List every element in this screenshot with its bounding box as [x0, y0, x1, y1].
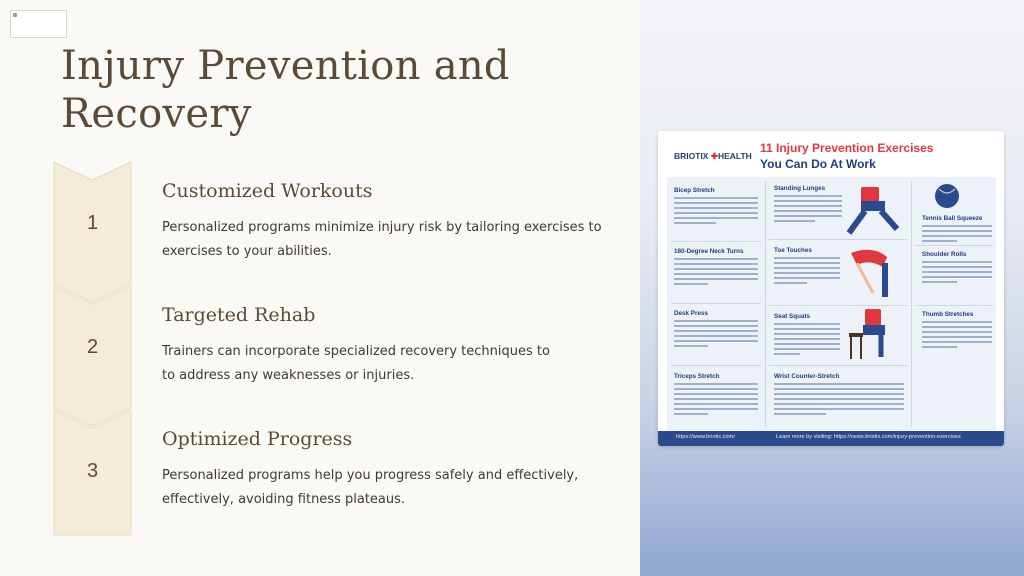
exercise-text	[774, 323, 840, 358]
exercise-text	[674, 383, 758, 418]
exercise-text	[674, 320, 758, 350]
infographic-body	[667, 177, 996, 431]
exercise-toe-touches: Toe Touches	[774, 247, 812, 254]
item-desc-line: exercises to your abilities.	[162, 244, 332, 259]
item-desc-line: Personalized programs minimize injury risk by tailoring exercises to	[162, 220, 602, 235]
page-title: Injury Prevention and Recovery	[61, 43, 510, 137]
infographic-header	[658, 131, 1004, 175]
exercise-text	[922, 321, 992, 351]
squat-figure-icon	[845, 307, 905, 363]
exercise-seat-squats: Seat Squats	[774, 313, 811, 320]
exercise-wrist-counter-stretch: Wrist Counter-Stretch	[774, 373, 840, 380]
exercise-desk-press: Desk Press	[674, 310, 708, 317]
exercise-tennis-ball-squeeze: Tennis Ball Squeeze	[922, 215, 983, 222]
row-divider	[915, 245, 993, 246]
slide-thumbnail[interactable]	[10, 10, 67, 38]
item-desc-line: effectively, avoiding fitness plateaus.	[162, 492, 406, 507]
exercise-neck-turns: 180-Degree Neck Turns	[674, 248, 744, 255]
row-divider	[671, 303, 761, 304]
exercise-thumb-stretches: Thumb Stretches	[922, 311, 974, 318]
row-divider	[769, 305, 907, 306]
row-divider	[915, 305, 993, 306]
infographic-image	[658, 131, 1004, 446]
exercise-bicep-stretch: Bicep Stretch	[674, 187, 715, 194]
tennis-ball-hand-icon	[929, 181, 969, 213]
exercise-shoulder-rolls: Shoulder Rolls	[922, 251, 967, 258]
column-divider	[765, 181, 766, 427]
item-desc-line: to address any weaknesses or injuries.	[162, 368, 415, 383]
logo-cross-icon: ✚	[710, 151, 718, 161]
step-number-2: 2	[86, 336, 99, 358]
exercise-text	[922, 225, 992, 245]
exercise-text	[774, 195, 842, 225]
thumbnail-icon	[13, 13, 17, 17]
column-divider	[911, 181, 912, 427]
row-divider	[671, 241, 761, 242]
item-title-optimized-progress: Optimized Progress	[162, 428, 353, 450]
row-divider	[769, 239, 907, 240]
exercise-triceps-stretch: Triceps Stretch	[674, 373, 720, 380]
item-desc-optimized-progress	[162, 464, 602, 512]
exercise-text	[774, 383, 904, 418]
item-desc-line: Personalized programs help you progress safely and effectively,	[162, 468, 579, 483]
step-number-3: 3	[86, 460, 99, 482]
item-desc-targeted-rehab	[162, 340, 602, 388]
toe-touch-figure-icon	[843, 243, 907, 303]
exercise-text	[922, 261, 992, 286]
exercise-text	[774, 257, 840, 287]
exercise-standing-lunges: Standing Lunges	[774, 185, 826, 192]
briotix-logo	[674, 151, 752, 162]
lunge-figure-icon	[839, 183, 909, 239]
footer-url: https://www.briotix.com/	[676, 434, 735, 440]
item-desc-line: Trainers can incorporate specialized recovery techniques to	[162, 344, 550, 359]
item-title-targeted-rehab: Targeted Rehab	[162, 304, 316, 326]
infographic-title-line2: You Can Do At Work	[760, 157, 876, 171]
exercise-text	[674, 197, 758, 227]
footer-learn-more: Learn more by visiting: https://news.briotix.com/injury-prevention-exercises	[776, 434, 961, 440]
row-divider	[769, 365, 907, 366]
step-number-1: 1	[86, 212, 99, 234]
exercise-text	[674, 258, 758, 288]
item-desc-customized-workouts	[162, 216, 602, 264]
row-divider	[671, 365, 761, 366]
logo-text-right: HEALTH	[717, 151, 752, 161]
infographic-title-line1: 11 Injury Prevention Exercises	[760, 141, 934, 155]
infographic-footer	[658, 431, 1004, 446]
logo-text-left: BRIOTIX	[674, 151, 709, 161]
item-title-customized-workouts: Customized Workouts	[162, 180, 373, 202]
